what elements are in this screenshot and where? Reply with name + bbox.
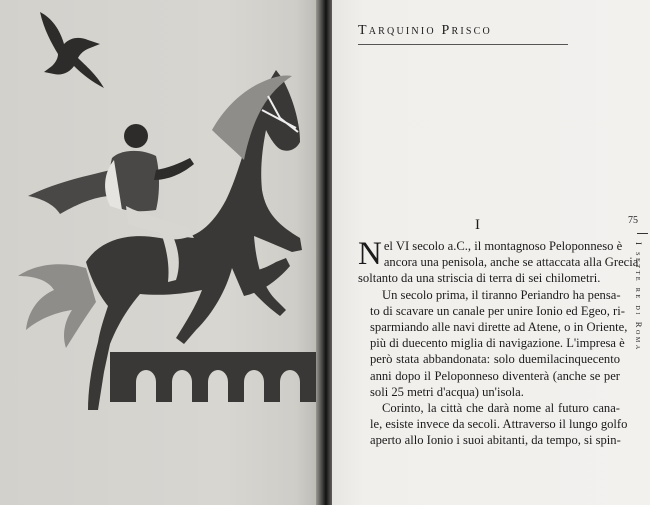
- paragraph: [358, 400, 628, 449]
- left-page-illustration: [0, 0, 322, 505]
- horse-rider-illustration: [0, 0, 322, 505]
- page-number: 75: [628, 215, 638, 226]
- text-line: le, esiste invece da secoli. Attraverso il lungo golfo: [370, 417, 628, 432]
- text-line: el VI secolo a.C., il montagnoso Peloponneso è: [383, 239, 623, 253]
- text-line: sparmiando alle navi dirette ad Atene, o in Oriente,: [370, 320, 628, 335]
- paragraph: [358, 287, 628, 400]
- chapter-number: I: [475, 217, 480, 233]
- eagle-figure: [40, 12, 104, 88]
- horse-tail: [18, 264, 96, 348]
- text-line: più di duecento miglia di navigazione. L'impresa è: [370, 336, 625, 351]
- right-page: [332, 0, 650, 505]
- drop-cap: N: [358, 236, 382, 272]
- paragraph: [358, 236, 639, 287]
- running-head-rule: [358, 44, 568, 45]
- text-line: ancora una penisola, anche se attaccata alla Grecia: [383, 255, 639, 270]
- text-line: soli 25 metri d'acqua) un'isola.: [370, 384, 524, 399]
- text-line: anni dopo il Peloponneso diventerà (anche se per: [370, 368, 620, 383]
- text-line: aperto allo Ionio i suoi abitanti, da tempo, si spin-: [370, 433, 621, 448]
- arcade-arches: [110, 352, 322, 402]
- running-head: Tarquinio Prisco: [358, 23, 492, 38]
- text-line: Un secolo prima, il tiranno Periandro ha pensa-: [382, 287, 621, 302]
- text-line: to di scavare un canale per unire Ionio ed Egeo, ri-: [370, 303, 625, 318]
- cape-figure: [28, 170, 110, 214]
- side-title: I sette re di Roma: [634, 242, 644, 352]
- text-line: però stata abbandonata: solo duemilacinquecento: [370, 352, 620, 367]
- side-title-rule: [637, 233, 648, 234]
- text-line: soltanto da una striscia di terra di sei chilometri.: [358, 271, 601, 286]
- text-line: Corinto, la città che darà nome al futuro cana-: [382, 401, 620, 416]
